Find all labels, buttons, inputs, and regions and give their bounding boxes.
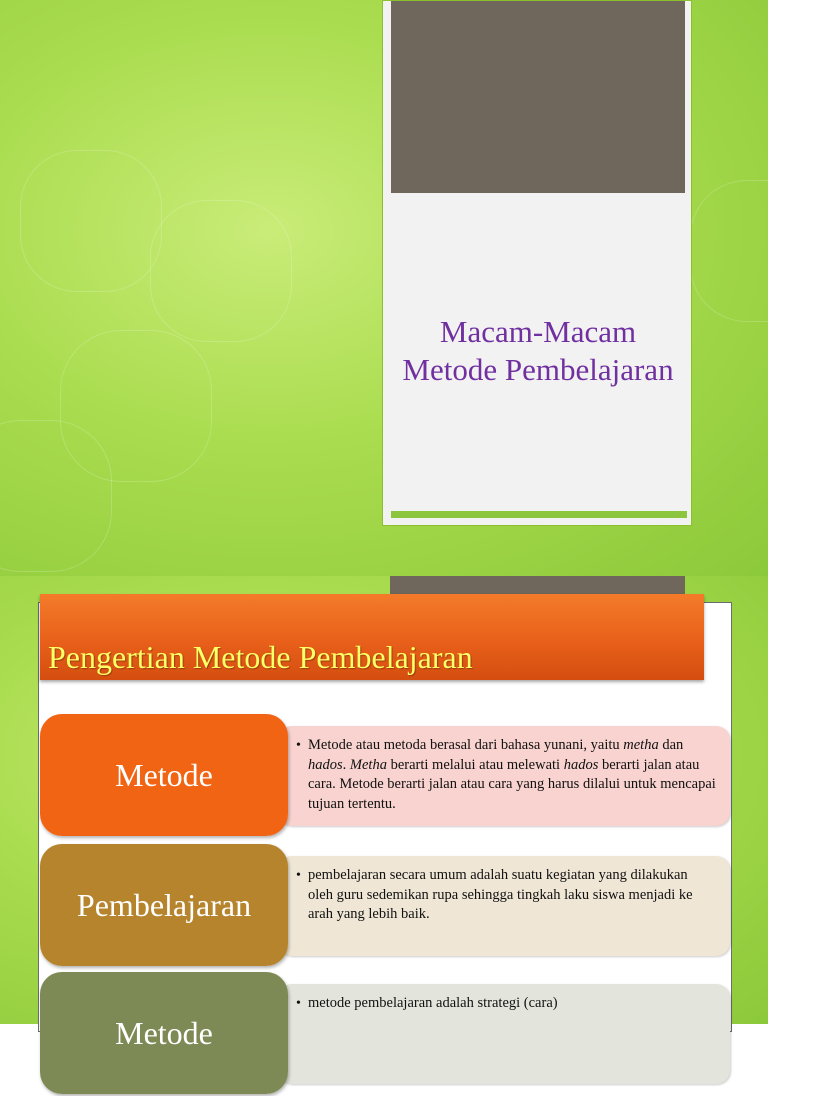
slide-header-title: Pengertian Metode Pembelajaran bbox=[48, 639, 473, 675]
term-label: Pembelajaran bbox=[40, 844, 288, 966]
description-text bbox=[308, 736, 716, 814]
description-fragment: Metha bbox=[349, 756, 387, 773]
background-hexagon bbox=[20, 150, 162, 292]
title-slide bbox=[0, 0, 768, 576]
title-photo bbox=[391, 1, 685, 193]
description-fragment: metha bbox=[623, 737, 659, 753]
definition-row bbox=[40, 972, 730, 1096]
term-description bbox=[278, 726, 730, 826]
slide-title-line-2: Metode Pembelajaran bbox=[402, 352, 674, 387]
description-fragment: dan bbox=[658, 737, 684, 753]
term-description bbox=[278, 856, 730, 956]
description-fragment: berarti jalan atau cara. Metode berarti jalan atau cara yang harus dilalui untuk mencapai tujuan tertentu. bbox=[308, 756, 716, 812]
bullet-icon: • bbox=[296, 868, 301, 883]
background-hexagon bbox=[690, 180, 832, 322]
content-slide bbox=[0, 576, 768, 1051]
description-fragment: hados bbox=[563, 756, 599, 773]
description-text bbox=[308, 866, 716, 925]
slide-title-line-1: Macam-Macam bbox=[439, 314, 637, 349]
slide-title bbox=[383, 313, 693, 389]
description-fragment: pembelajaran secara umum adalah suatu kegiatan yang dilakukan oleh guru sedemikan rupa sehingga tingkah laku siswa menjadi ke arah yang lebih baik. bbox=[308, 867, 693, 922]
accent-bar bbox=[391, 511, 687, 518]
background-hexagon bbox=[0, 420, 112, 572]
description-fragment: . bbox=[342, 756, 350, 773]
background-hexagon bbox=[150, 200, 292, 342]
title-card bbox=[382, 0, 692, 526]
description-fragment: metode pembelajaran adalah strategi (cara) bbox=[308, 995, 558, 1011]
header-banner bbox=[40, 594, 704, 680]
term-label: Metode bbox=[40, 714, 288, 836]
description-fragment: hados bbox=[308, 756, 343, 773]
description-fragment: berarti melalui atau melewati bbox=[386, 756, 564, 773]
term-label: Metode bbox=[40, 972, 288, 1094]
description-text bbox=[308, 994, 716, 1014]
definition-row bbox=[40, 844, 730, 968]
bullet-icon: • bbox=[296, 738, 301, 753]
definition-row bbox=[40, 714, 730, 838]
bullet-icon: • bbox=[296, 996, 301, 1011]
term-description bbox=[278, 984, 730, 1084]
description-fragment: Metode atau metoda berasal dari bahasa yunani, yaitu bbox=[308, 737, 624, 753]
